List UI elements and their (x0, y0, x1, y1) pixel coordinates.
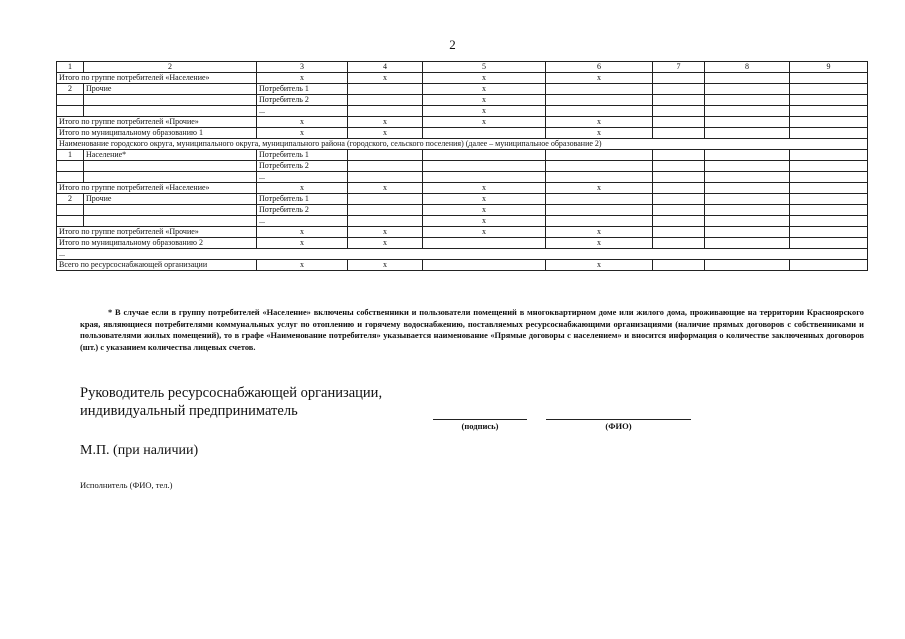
table-cell (653, 216, 705, 227)
table-row (57, 238, 868, 249)
table-cell: x (546, 73, 653, 84)
table-cell (546, 106, 653, 117)
table-cell: x (257, 73, 348, 84)
table-cell (705, 84, 790, 95)
table-cell: Потребитель 2 (257, 95, 348, 106)
table-cell (653, 117, 705, 128)
table-cell (705, 106, 790, 117)
table-cell: x (423, 84, 546, 95)
total-row-label: Итого по муниципальному образованию 2 (57, 238, 257, 249)
group-name (84, 95, 257, 106)
table-cell: x (257, 128, 348, 139)
table-row (57, 260, 868, 271)
table-cell (653, 84, 705, 95)
row-number: 2 (57, 84, 84, 95)
table-cell (546, 194, 653, 205)
table-row (57, 216, 868, 227)
table-cell: Потребитель 1 (257, 84, 348, 95)
signature-title-line2: индивидуальный предприниматель (80, 403, 298, 419)
table-cell (790, 150, 868, 161)
footnote: * В случае если в группу потребителей «Население» включены собственники и пользователи помещений в многоквартирном доме или жилого дома, проживающие на территории Красноярского края, являющиеся потребителями коммунальных услуг по отоплению и горячему водоснабжению, поставляемых ресурсоснабжающими организациями (наличие прямых договоров с собственниками и пользователями жилых помещений), то в графе «Наименование потребителя» указывается наименование «Прямые договоры с населением» и вносится информация о количестве заключенных договоров (шт.) с указанием количества лицевых счетов. (80, 308, 864, 352)
table-cell (790, 183, 868, 194)
table-cell (790, 106, 868, 117)
table-cell: x (348, 117, 423, 128)
table-cell: x (423, 194, 546, 205)
table-cell: x (348, 260, 423, 271)
table-cell: x (257, 183, 348, 194)
table-cell: x (423, 73, 546, 84)
table-cell (790, 194, 868, 205)
table-cell (348, 161, 423, 172)
group-name (84, 172, 257, 183)
table-cell (790, 84, 868, 95)
table-cell: x (423, 205, 546, 216)
table-row (57, 128, 868, 139)
table-row (57, 194, 868, 205)
table-cell: x (423, 106, 546, 117)
table-cell (423, 128, 546, 139)
total-row-label: Итого по группе потребителей «Население» (57, 73, 257, 84)
row-number (57, 106, 84, 117)
section-row-label: Наименование городского округа, муниципального округа, муниципального района (городского, сельского поселения) (далее – муниципальное образование 2) (57, 139, 868, 150)
report-table (56, 61, 868, 271)
table-cell: x (348, 73, 423, 84)
table-cell (653, 95, 705, 106)
table-cell: x (546, 260, 653, 271)
table-cell (705, 150, 790, 161)
table-cell (423, 172, 546, 183)
table-cell (653, 260, 705, 271)
table-cell (653, 73, 705, 84)
name-caption: (ФИО) (605, 421, 632, 431)
table-header-row (57, 62, 868, 73)
table-cell (348, 95, 423, 106)
table-cell (423, 238, 546, 249)
table-cell (790, 161, 868, 172)
table-row (57, 172, 868, 183)
table-row (57, 95, 868, 106)
table-cell (653, 238, 705, 249)
column-header: 2 (84, 62, 257, 73)
column-header: 9 (790, 62, 868, 73)
table-cell (653, 150, 705, 161)
table-cell (546, 161, 653, 172)
table-cell: ... (257, 216, 348, 227)
table-cell (790, 128, 868, 139)
table-cell (705, 95, 790, 106)
table-cell: ... (257, 172, 348, 183)
table-cell (705, 260, 790, 271)
table-cell (546, 95, 653, 106)
table-cell: x (423, 95, 546, 106)
table-row (57, 106, 868, 117)
total-row-label: Всего по ресурсоснабжающей организации (57, 260, 257, 271)
table-cell (705, 128, 790, 139)
group-name (84, 216, 257, 227)
table-cell: x (423, 117, 546, 128)
table-cell (348, 205, 423, 216)
column-header: 5 (423, 62, 546, 73)
group-name (84, 205, 257, 216)
table-row (57, 227, 868, 238)
name-line (546, 419, 691, 420)
signature-title-line1: Руководитель ресурсоснабжающей организации, (80, 385, 383, 401)
column-header: 7 (653, 62, 705, 73)
row-number: 2 (57, 194, 84, 205)
table-cell (348, 194, 423, 205)
table-cell (546, 205, 653, 216)
table-row (57, 117, 868, 128)
table-cell: x (546, 227, 653, 238)
table-cell (705, 161, 790, 172)
table-cell (705, 73, 790, 84)
signature-line (433, 419, 527, 420)
table-cell (705, 205, 790, 216)
table-cell (653, 128, 705, 139)
table-cell: x (348, 128, 423, 139)
group-name (84, 161, 257, 172)
table-cell (705, 227, 790, 238)
table-row (57, 73, 868, 84)
table-cell: Потребитель 2 (257, 161, 348, 172)
table-cell (653, 161, 705, 172)
table-cell: x (546, 183, 653, 194)
table-cell (546, 150, 653, 161)
table-cell (423, 161, 546, 172)
group-name: Прочие (84, 194, 257, 205)
table-cell (653, 106, 705, 117)
section-row-label: ... (57, 249, 868, 260)
column-header: 3 (257, 62, 348, 73)
column-header: 6 (546, 62, 653, 73)
table-cell (790, 205, 868, 216)
total-row-label: Итого по группе потребителей «Прочие» (57, 117, 257, 128)
group-name (84, 106, 257, 117)
table-cell: Потребитель 1 (257, 150, 348, 161)
row-number (57, 216, 84, 227)
page-number: 2 (449, 37, 456, 52)
table-cell (348, 216, 423, 227)
table-cell: x (257, 227, 348, 238)
table-row (57, 205, 868, 216)
table-cell (546, 216, 653, 227)
table-cell (705, 216, 790, 227)
row-number (57, 95, 84, 106)
row-number (57, 172, 84, 183)
table-cell (423, 260, 546, 271)
executor-label: Исполнитель (ФИО, тел.) (80, 480, 173, 490)
table-cell (790, 216, 868, 227)
table-cell: x (348, 238, 423, 249)
total-row-label: Итого по группе потребителей «Прочие» (57, 227, 257, 238)
table-cell (790, 172, 868, 183)
table-cell (705, 172, 790, 183)
row-number (57, 205, 84, 216)
table-cell (790, 238, 868, 249)
table-cell: x (257, 260, 348, 271)
row-number (57, 161, 84, 172)
table-cell (653, 227, 705, 238)
table-cell (790, 95, 868, 106)
table-cell (423, 150, 546, 161)
table-row (57, 249, 868, 260)
table-cell (790, 73, 868, 84)
table-cell (653, 205, 705, 216)
table-row (57, 161, 868, 172)
table-cell (705, 194, 790, 205)
table-row (57, 183, 868, 194)
table-cell (705, 238, 790, 249)
table-cell: x (546, 128, 653, 139)
row-number: 1 (57, 150, 84, 161)
table-cell (348, 106, 423, 117)
group-name: Прочие (84, 84, 257, 95)
table-cell (348, 172, 423, 183)
table-cell (790, 260, 868, 271)
table-cell: Потребитель 1 (257, 194, 348, 205)
table-row (57, 139, 868, 150)
group-name: Население* (84, 150, 257, 161)
stamp-label: М.П. (при наличии) (80, 443, 199, 458)
table-cell (705, 183, 790, 194)
column-header: 1 (57, 62, 84, 73)
table-row (57, 150, 868, 161)
table-cell (653, 194, 705, 205)
table-body (57, 62, 868, 271)
table-cell (653, 172, 705, 183)
table-cell (790, 117, 868, 128)
table-cell (653, 183, 705, 194)
table-cell (348, 84, 423, 95)
column-header: 4 (348, 62, 423, 73)
table-cell: x (348, 227, 423, 238)
total-row-label: Итого по группе потребителей «Население» (57, 183, 257, 194)
table-cell (790, 227, 868, 238)
table-cell: x (546, 238, 653, 249)
table-cell (546, 84, 653, 95)
table-row (57, 84, 868, 95)
table-cell: x (348, 183, 423, 194)
column-header: 8 (705, 62, 790, 73)
table-cell: x (257, 117, 348, 128)
table-cell (348, 150, 423, 161)
table-cell (705, 117, 790, 128)
table-cell: x (423, 183, 546, 194)
table-cell: x (423, 216, 546, 227)
table-cell: x (257, 238, 348, 249)
table-cell: x (423, 227, 546, 238)
table-cell (546, 172, 653, 183)
table-cell: ... (257, 106, 348, 117)
total-row-label: Итого по муниципальному образованию 1 (57, 128, 257, 139)
table-cell: Потребитель 2 (257, 205, 348, 216)
signature-caption: (подпись) (461, 421, 499, 431)
table-cell: x (546, 117, 653, 128)
